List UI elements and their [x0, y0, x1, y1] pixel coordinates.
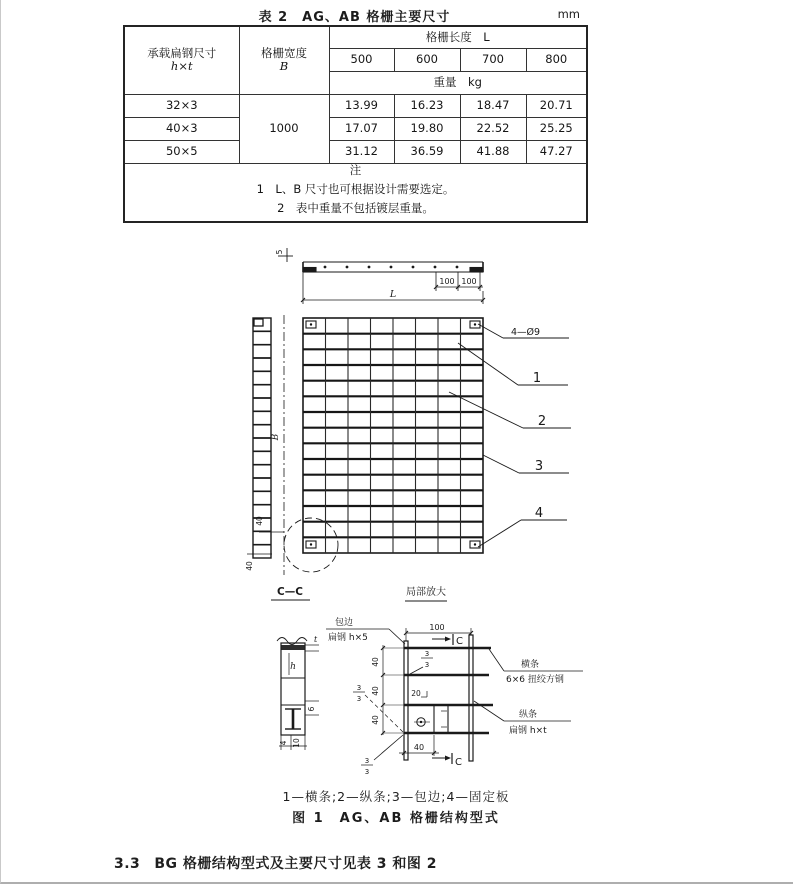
- detail-view: [326, 616, 583, 776]
- svg-text:扁钢 h×t: 扁钢 h×t: [509, 726, 547, 736]
- note-item: 1 L、B 尺寸也可根据设计需要选定。: [256, 181, 455, 196]
- section-cc-view: [277, 635, 319, 750]
- svg-text:横条: 横条: [520, 660, 540, 670]
- size-cell: 40×3: [124, 117, 239, 140]
- svg-text:3: 3: [356, 684, 362, 692]
- dim-40-chain-3: 40: [371, 715, 380, 725]
- weight-cell: 19.80: [394, 117, 460, 140]
- part-label-3: 3: [534, 459, 544, 474]
- length-500: 500: [329, 48, 394, 71]
- weight-cell: 41.88: [460, 140, 526, 163]
- dim-B: B: [271, 433, 281, 441]
- detail-title: 局部放大: [406, 587, 446, 598]
- weight-cell: 22.52: [460, 117, 526, 140]
- dim-40-strip-upper: 40: [255, 516, 264, 526]
- weight-cell: 16.23: [394, 94, 460, 117]
- length-600: 600: [394, 48, 460, 71]
- figure-parts-caption: 1—横条;2—纵条;3—包边;4—固定板: [282, 789, 510, 804]
- header-width-line1: 格栅宽度: [261, 46, 307, 61]
- top-elevation-view: [275, 248, 485, 304]
- weight-cell: 25.25: [526, 117, 587, 140]
- weld-symbol-top: [410, 650, 433, 674]
- weld-symbol-bottom: [361, 735, 403, 776]
- weight-cell: 20.71: [526, 94, 587, 117]
- hole-label: 4—Ø9: [511, 327, 541, 338]
- svg-text:3: 3: [424, 661, 430, 669]
- dim-t: t: [314, 635, 318, 644]
- length-800: 800: [526, 48, 587, 71]
- table-caption: 表 2 AG、AB 格栅主要尺寸: [258, 10, 451, 25]
- longbar-callout: [474, 701, 571, 736]
- weight-cell: 31.12: [329, 140, 394, 163]
- section-cc-title: C—C: [277, 586, 303, 598]
- part-label-2: 2: [537, 414, 547, 429]
- dim-100-detail: 100: [429, 623, 445, 632]
- svg-text:6×6 扭绞方钢: 6×6 扭绞方钢: [506, 675, 564, 685]
- figure1-grating-drawing: [231, 243, 601, 788]
- header-width: [239, 26, 329, 94]
- table-notes: [124, 163, 587, 222]
- part-label-1: 1: [532, 371, 542, 386]
- dim-10: 10: [292, 738, 301, 748]
- svg-text:3: 3: [364, 757, 370, 765]
- spec-table: [123, 25, 588, 223]
- dim-40-bottom: 40: [413, 743, 425, 752]
- size-cell: 32×3: [124, 94, 239, 117]
- width-value-cell: 1000: [239, 94, 329, 163]
- svg-text:包边: 包边: [334, 618, 354, 628]
- dim-40-chain-1: 40: [371, 657, 380, 667]
- plan-view-grid: [284, 318, 571, 572]
- dim-100-left: 100: [439, 277, 455, 286]
- svg-text:纵条: 纵条: [518, 710, 538, 720]
- dim-40-strip-lower: 40: [245, 561, 254, 571]
- header-length: 格栅长度 L: [329, 26, 587, 48]
- length-700: 700: [460, 48, 526, 71]
- header-width-line2: B: [279, 59, 289, 74]
- dim-6: 6: [307, 706, 316, 712]
- section-titles: [277, 585, 446, 598]
- weight-cell: 13.99: [329, 94, 394, 117]
- table-row: [124, 94, 587, 117]
- unit-label: mm: [557, 7, 580, 21]
- svg-text:3: 3: [356, 695, 362, 703]
- table-row: [124, 140, 587, 163]
- dim-100-right: 100: [461, 277, 477, 286]
- edge-callout: [326, 616, 405, 644]
- svg-text:3: 3: [364, 768, 370, 776]
- section-c-marker-top: C: [456, 636, 463, 647]
- svg-text:3: 3: [424, 650, 430, 658]
- header-size-line1: 承载扁钢尺寸: [147, 46, 217, 61]
- weight-cell: 36.59: [394, 140, 460, 163]
- dim-L: L: [389, 289, 397, 300]
- dim-40-chain-2: 40: [371, 686, 380, 696]
- dim-20: 20: [411, 689, 421, 698]
- side-elevation-view: [245, 315, 284, 575]
- section-3-3-paragraph: [114, 853, 437, 873]
- section-text: BG 格栅结构型式及主要尺寸见表 3 和图 2: [154, 856, 437, 872]
- dim-h: h: [290, 662, 296, 672]
- section-number: 3.3: [114, 856, 141, 872]
- section-c-marker-bottom: C: [455, 757, 462, 768]
- svg-text:扁钢 h×5: 扁钢 h×5: [328, 633, 368, 643]
- notes-label: 注: [349, 162, 362, 177]
- header-size: [124, 26, 239, 94]
- weight-cell: 17.07: [329, 117, 394, 140]
- size-cell: 50×5: [124, 140, 239, 163]
- weight-cell: 47.27: [526, 140, 587, 163]
- note-item: 2 表中重量不包括镀层重量。: [277, 200, 434, 215]
- part-label-4: 4: [534, 506, 544, 521]
- figure-title: 图 1 AG、AB 格栅结构型式: [292, 811, 500, 826]
- table-row: [124, 117, 587, 140]
- header-weight: 重量 kg: [329, 71, 587, 94]
- crossbar-callout: [489, 649, 583, 685]
- dim-4: 4: [279, 740, 288, 746]
- header-size-line2: h×t: [170, 59, 193, 74]
- table-caption-row: [123, 6, 586, 24]
- weight-cell: 18.47: [460, 94, 526, 117]
- dim-5: 5: [275, 249, 284, 255]
